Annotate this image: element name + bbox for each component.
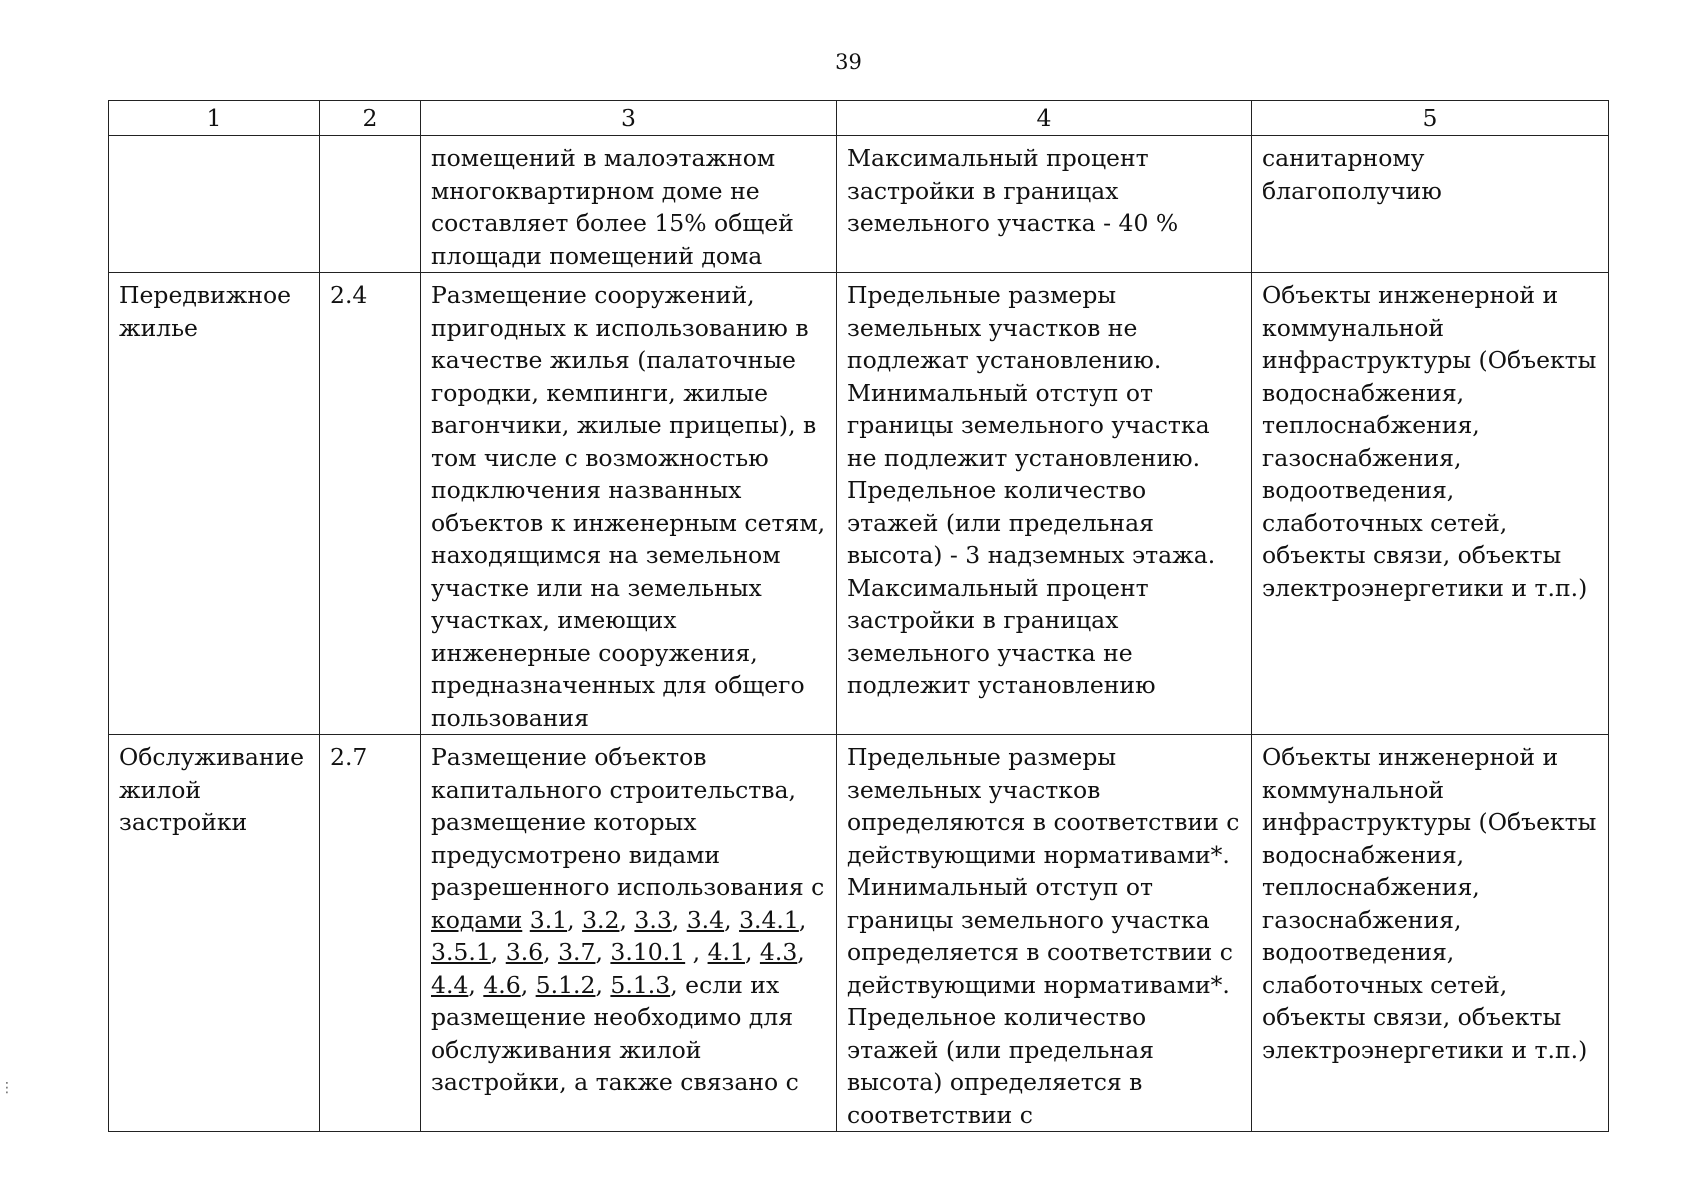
zoning-table xyxy=(108,100,1609,1132)
use-code-link[interactable]: 3.6 xyxy=(505,938,544,966)
use-code-link[interactable]: 4.3 xyxy=(759,938,798,966)
description-intro: Размещение объектов капитального строительства, размещение которых предусмотрено видами разрешенного использования с xyxy=(431,743,825,901)
cell-use-code: 2.7 xyxy=(320,735,421,1132)
cell-parameters: Максимальный процент застройки в границах земельного участка - 40 % xyxy=(837,136,1252,273)
header-col-3: 3 xyxy=(421,101,837,136)
use-code-link[interactable]: 3.1 xyxy=(529,905,568,934)
cell-use-name: Передвижное жилье xyxy=(109,273,320,735)
use-code-link[interactable]: 3.10.1 xyxy=(610,938,686,966)
codes-list: кодами 3.1, 3.2, 3.3, 3.4, 3.4.1, 3.5.1, 3.6, 3.7, 3.10.1 , 4.1, 4.3, 4.4, 4.6, 5.1.2, 5.1.3, xyxy=(431,905,807,999)
cell-use-name xyxy=(109,136,320,273)
use-code-link[interactable]: 5.1.3 xyxy=(610,970,671,999)
cell-parameters: Предельные размеры земельных участков не подлежат установлению. Минимальный отступ от границы земельного участка не подлежит установлению. Предельное количество этажей (или предельная высота) - 3 надземных этажа. Максимальный процент застройки в границах земельного участка не подлежит установлению xyxy=(837,273,1252,735)
header-row xyxy=(109,101,1609,136)
header-col-5: 5 xyxy=(1252,101,1609,136)
header-col-1: 1 xyxy=(109,101,320,136)
use-code-link[interactable]: 3.7 xyxy=(558,938,596,966)
header-col-2: 2 xyxy=(320,101,421,136)
page-number: 39 xyxy=(835,50,862,74)
cell-description: Размещение сооружений, пригодных к использованию в качестве жилья (палаточные городки, кемпинги, жилые вагончики, жилые прицепы), в том числе с возможностью подключения названных объектов к инженерным сетям, находящимся на земельном участке или на земельных участках, имеющих инженерные сооружения, предназначенных для общего пользования xyxy=(421,273,837,735)
table-row xyxy=(109,735,1609,1132)
cell-auxiliary: Объекты инженерной и коммунальной инфраструктуры (Объекты водоснабжения, теплоснабжения, газоснабжения, водоотведения, слаботочных сетей, объекты связи, объекты электроэнергетики и т.п.) xyxy=(1252,273,1609,735)
use-code-link[interactable]: 4.6 xyxy=(483,970,521,999)
use-code-link[interactable]: 4.4 xyxy=(431,970,469,999)
margin-mark: ⋮ xyxy=(0,1080,14,1096)
use-code-link[interactable]: 3.2 xyxy=(582,905,620,934)
description-outro: если их размещение необходимо для обслуживания жилой застройки, а также связано с xyxy=(431,970,799,1096)
table-row xyxy=(109,136,1609,273)
cell-description xyxy=(421,735,837,1132)
use-code-link[interactable]: 3.3 xyxy=(634,905,672,934)
use-code-link[interactable]: 4.1 xyxy=(707,938,745,966)
cell-parameters: Предельные размеры земельных участков определяются в соответствии с действующими нормативами*. Минимальный отступ от границы земельного участка определяется в соответствии с действующими нормативами*. Предельное количество этажей (или предельная высота) определяется в соответствии с xyxy=(837,735,1252,1132)
use-code-link[interactable]: 3.4 xyxy=(686,905,725,934)
cell-description: помещений в малоэтажном многоквартирном доме не составляет более 15% общей площади помещений дома xyxy=(421,136,837,273)
use-code-link[interactable]: 3.5.1 xyxy=(431,938,491,966)
cell-use-name: Обслуживание жилой застройки xyxy=(109,735,320,1132)
header-col-4: 4 xyxy=(837,101,1252,136)
use-code-link[interactable]: 3.4.1 xyxy=(739,905,799,934)
cell-use-code: 2.4 xyxy=(320,273,421,735)
cell-auxiliary: санитарному благополучию xyxy=(1252,136,1609,273)
cell-auxiliary: Объекты инженерной и коммунальной инфраструктуры (Объекты водоснабжения, теплоснабжения, газоснабжения, водоотведения, слаботочных сетей, объекты связи, объекты электроэнергетики и т.п.) xyxy=(1252,735,1609,1132)
use-code-link[interactable]: 5.1.2 xyxy=(535,970,596,999)
table-row xyxy=(109,273,1609,735)
cell-use-code xyxy=(320,136,421,273)
codes-prefix: кодами xyxy=(431,905,523,934)
